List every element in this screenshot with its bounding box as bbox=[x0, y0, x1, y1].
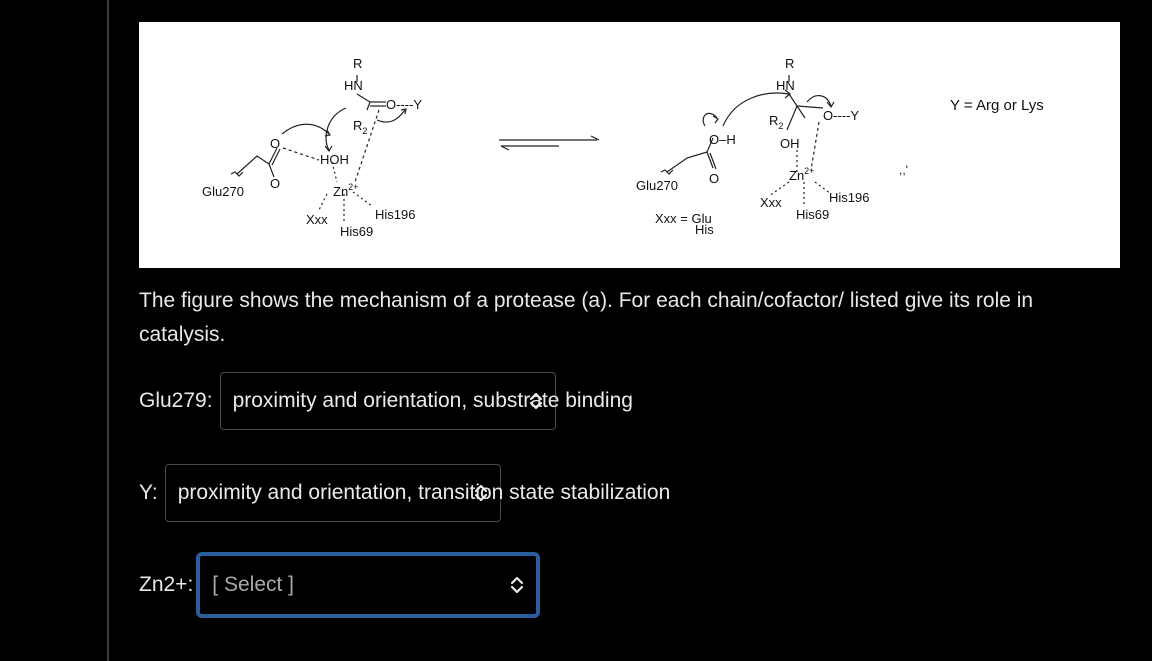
left-zn-label: $Zn^{2+}$ bbox=[333, 182, 359, 199]
left-hoh-label: HOH bbox=[320, 152, 349, 167]
updown-chevron-icon bbox=[472, 481, 490, 505]
mechanism-diagram bbox=[139, 22, 1120, 268]
right-r-label: R bbox=[785, 56, 795, 71]
mechanism-figure bbox=[139, 22, 1120, 268]
y-definition-label: Y = Arg or Lys bbox=[950, 97, 1044, 114]
right-zn-label: $Zn^{2+}$ bbox=[789, 166, 815, 183]
right-oy-label: O----Y bbox=[823, 108, 860, 123]
updown-chevron-icon bbox=[508, 573, 526, 597]
right-oh-top-label: O–H bbox=[709, 132, 736, 147]
updown-chevron-icon bbox=[527, 389, 545, 413]
left-o-lower: O bbox=[270, 176, 281, 191]
y-selected-value: proximity and orientation, transition state stabilization bbox=[177, 481, 671, 504]
left-hn-label: HN bbox=[344, 78, 363, 93]
left-his196-label: His196 bbox=[375, 207, 416, 222]
left-his69-label: His69 bbox=[340, 224, 374, 239]
left-divider bbox=[107, 0, 109, 661]
left-r-label: R bbox=[353, 56, 363, 71]
right-r2-label: $R_2$ bbox=[769, 113, 784, 131]
glu279-role-select[interactable] bbox=[220, 372, 633, 430]
left-o-upper: O bbox=[270, 136, 281, 151]
right-his-alt-label: His bbox=[695, 222, 714, 237]
answer-label-y: Y: bbox=[139, 481, 158, 504]
answer-label-zn2: Zn2+: bbox=[139, 573, 194, 596]
glu279-selected-value: proximity and orientation, substrate binding bbox=[232, 389, 633, 412]
answer-row-zn2 bbox=[139, 552, 540, 618]
right-hn-label: HN bbox=[776, 78, 795, 93]
left-glu-label: Glu270 bbox=[202, 184, 244, 199]
zn2-role-select[interactable] bbox=[196, 552, 540, 618]
answer-label-glu279: Glu279: bbox=[139, 389, 213, 412]
right-his69-label: His69 bbox=[796, 207, 830, 222]
zn2-selected-value: [ Select ] bbox=[212, 573, 294, 596]
answer-row-y bbox=[139, 464, 671, 522]
right-his196-label: His196 bbox=[829, 190, 870, 205]
right-o-lower: O bbox=[709, 171, 720, 186]
left-r2-label: $R_2$ bbox=[353, 118, 368, 136]
right-xxx-eq-label: Xxx = Glu bbox=[655, 211, 712, 226]
answer-row-glu279 bbox=[139, 372, 633, 430]
left-xxx-label: Xxx bbox=[306, 212, 328, 227]
right-oh-label: OH bbox=[780, 136, 800, 151]
right-glu-label: Glu270 bbox=[636, 178, 678, 193]
y-role-select[interactable] bbox=[165, 464, 671, 522]
stray-mark: ,,' bbox=[899, 163, 908, 177]
right-xxx-label: Xxx bbox=[760, 195, 782, 210]
question-text: The figure shows the mechanism of a protease (a). For each chain/cofactor/ listed give its role in catalysis. bbox=[139, 289, 1034, 346]
left-oy-label: O----Y bbox=[386, 97, 423, 112]
